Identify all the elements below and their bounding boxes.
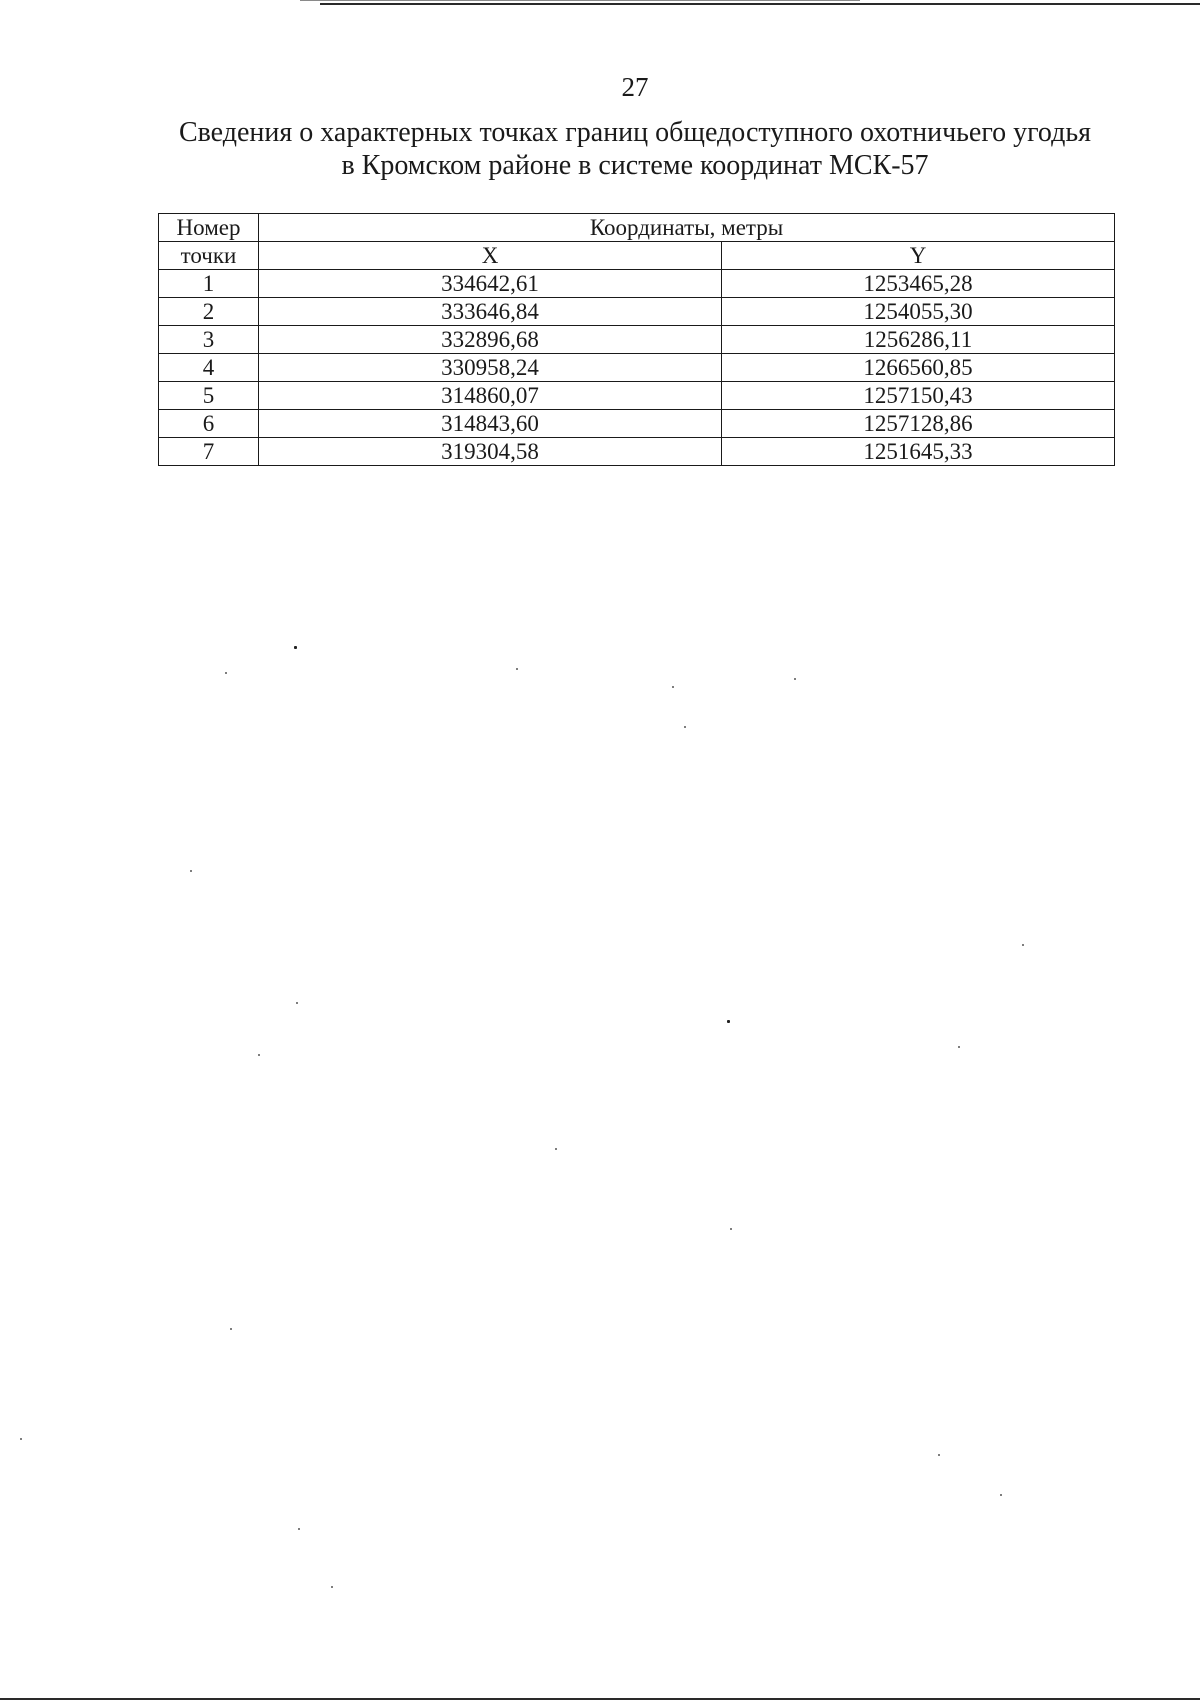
coord-y: 1256286,11 bbox=[722, 326, 1115, 354]
document-title bbox=[140, 116, 1130, 182]
scan-speck bbox=[190, 870, 192, 872]
scan-speck bbox=[1000, 1494, 1002, 1496]
coord-y: 1266560,85 bbox=[722, 354, 1115, 382]
coord-y: 1253465,28 bbox=[722, 270, 1115, 298]
coord-x: 319304,58 bbox=[259, 438, 722, 466]
header-coordinates: Координаты, метры bbox=[259, 214, 1115, 242]
scan-speck bbox=[258, 1054, 260, 1056]
title-line-2: в Кромском районе в системе координат МСК-57 bbox=[341, 150, 929, 181]
scan-speck bbox=[230, 1328, 232, 1330]
coord-y: 1257128,86 bbox=[722, 410, 1115, 438]
scan-speck bbox=[331, 1586, 333, 1588]
header-row-1 bbox=[159, 214, 1115, 242]
coord-x: 334642,61 bbox=[259, 270, 722, 298]
point-number: 1 bbox=[159, 270, 259, 298]
table-row bbox=[159, 354, 1115, 382]
scan-speck bbox=[730, 1228, 732, 1230]
scan-speck bbox=[555, 1148, 557, 1150]
point-number: 7 bbox=[159, 438, 259, 466]
scan-border-bottom bbox=[0, 1698, 1200, 1700]
header-point-number-bottom: точки bbox=[159, 242, 259, 270]
coord-x: 314843,60 bbox=[259, 410, 722, 438]
coordinates-table bbox=[158, 213, 1115, 466]
point-number: 2 bbox=[159, 298, 259, 326]
scan-speck bbox=[794, 678, 796, 680]
coord-x: 314860,07 bbox=[259, 382, 722, 410]
scan-speck bbox=[294, 646, 297, 649]
scan-speck bbox=[672, 686, 674, 688]
header-x: X bbox=[259, 242, 722, 270]
scan-speck bbox=[20, 1438, 22, 1440]
header-point-number-top: Номер bbox=[159, 214, 259, 242]
title-line-1: Сведения о характерных точках границ общедоступного охотничьего угодья bbox=[178, 117, 1092, 148]
coord-x: 330958,24 bbox=[259, 354, 722, 382]
table-row bbox=[159, 326, 1115, 354]
table-row bbox=[159, 270, 1115, 298]
header-y: Y bbox=[722, 242, 1115, 270]
point-number: 6 bbox=[159, 410, 259, 438]
scan-border-top bbox=[320, 3, 1200, 5]
coord-x: 332896,68 bbox=[259, 326, 722, 354]
coord-y: 1257150,43 bbox=[722, 382, 1115, 410]
point-number: 4 bbox=[159, 354, 259, 382]
scan-speck bbox=[958, 1046, 960, 1048]
coord-x: 333646,84 bbox=[259, 298, 722, 326]
scan-speck bbox=[516, 668, 518, 670]
table-row bbox=[159, 382, 1115, 410]
table-row bbox=[159, 410, 1115, 438]
scan-speck bbox=[938, 1454, 940, 1456]
point-number: 5 bbox=[159, 382, 259, 410]
scan-speck bbox=[684, 726, 686, 728]
point-number: 3 bbox=[159, 326, 259, 354]
page-number: 27 bbox=[621, 72, 649, 102]
scan-speck bbox=[296, 1002, 298, 1004]
table-row bbox=[159, 438, 1115, 466]
table-row bbox=[159, 298, 1115, 326]
coord-y: 1254055,30 bbox=[722, 298, 1115, 326]
scan-border-top-faint bbox=[300, 0, 860, 1]
scan-speck bbox=[1022, 944, 1024, 946]
scan-speck bbox=[298, 1528, 300, 1530]
scan-speck bbox=[225, 672, 227, 674]
coord-y: 1251645,33 bbox=[722, 438, 1115, 466]
header-row-2 bbox=[159, 242, 1115, 270]
scan-speck bbox=[727, 1020, 730, 1023]
